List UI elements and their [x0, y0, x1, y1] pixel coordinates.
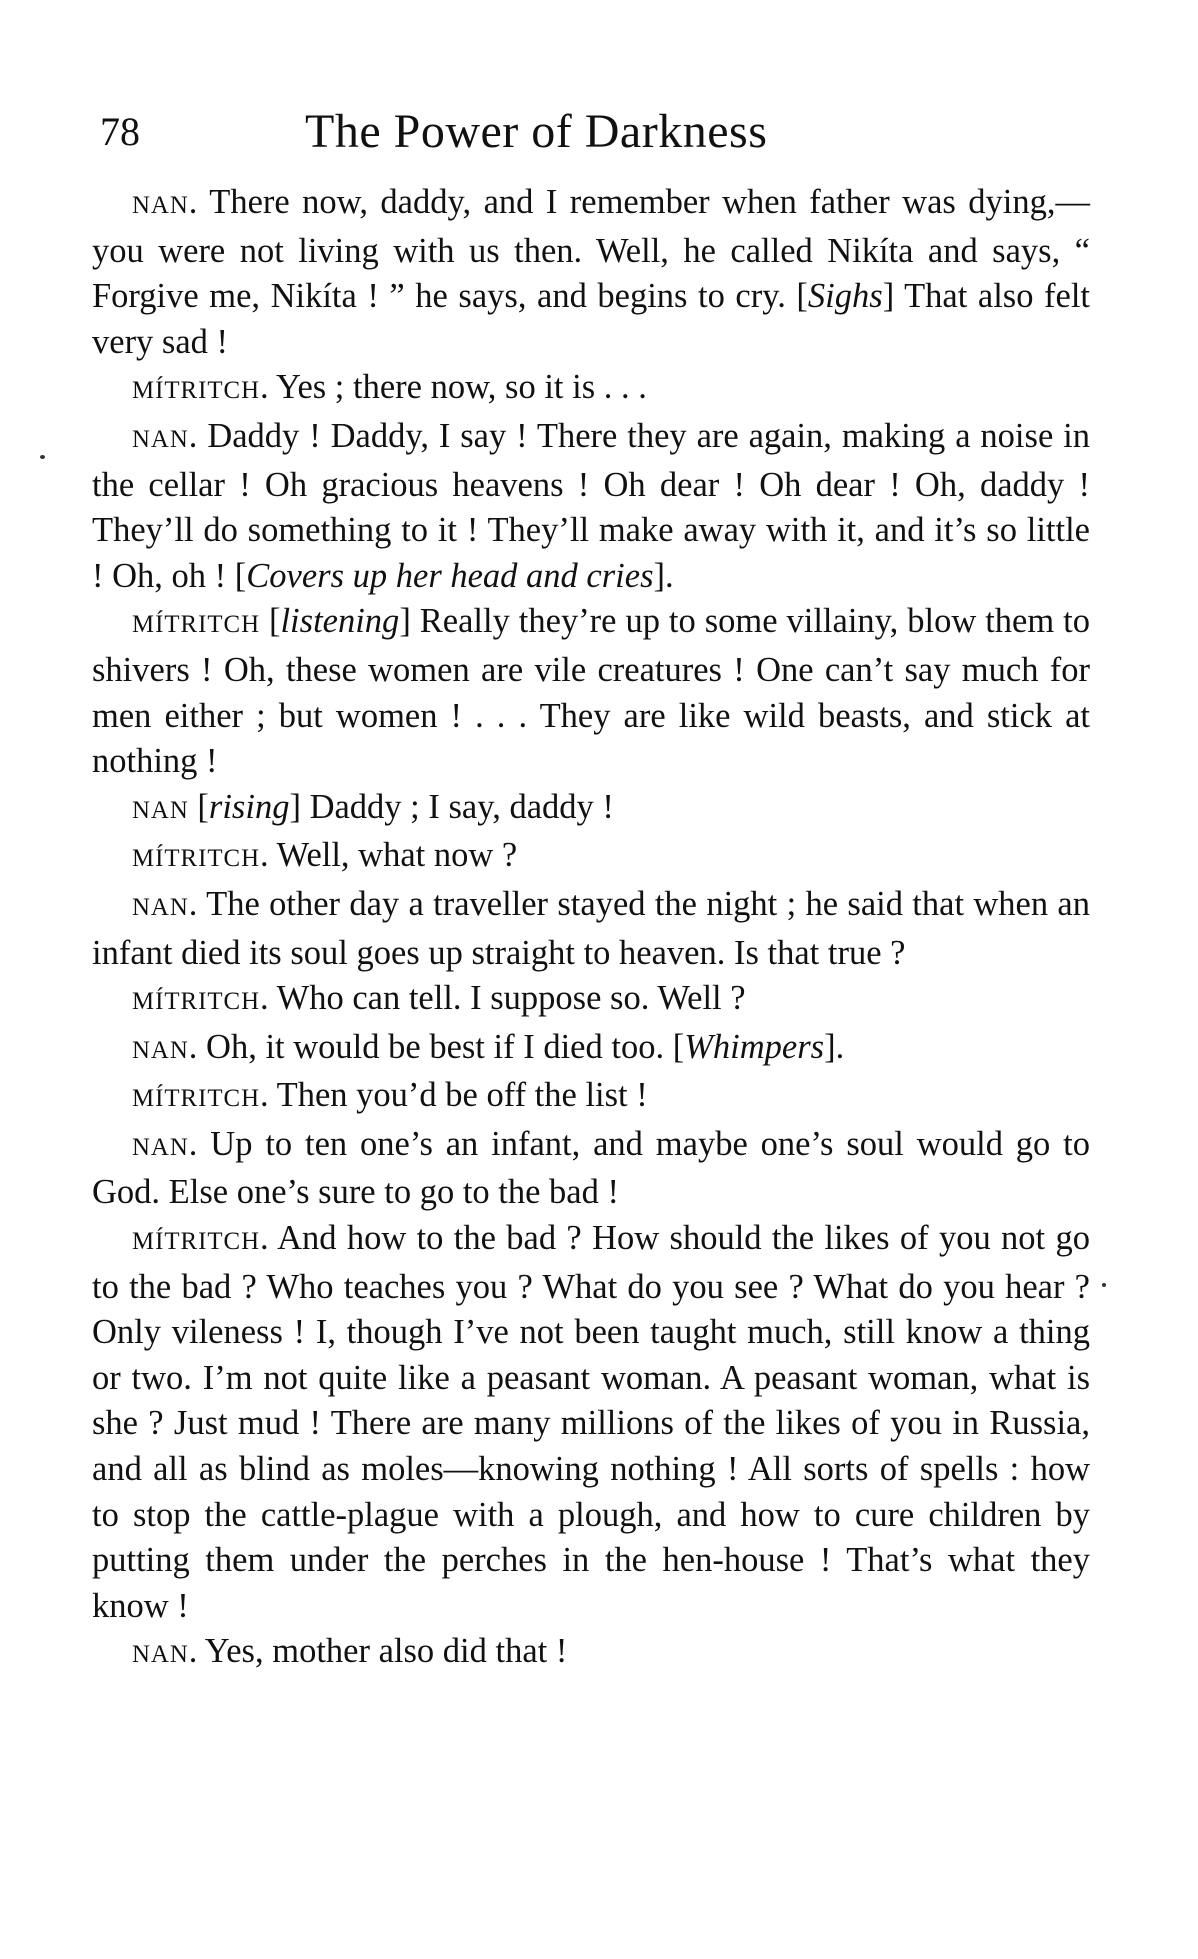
stage-direction: Whimpers — [684, 1027, 825, 1066]
dialogue-line: MÍTRITCH. Yes ; there now, so it is . . . — [132, 368, 647, 407]
speaker-name: NAN — [132, 192, 189, 219]
speaker-name: MÍTRITCH — [132, 845, 260, 873]
ink-speck — [1102, 1283, 1106, 1287]
dialogue-line: NAN. Up to ten one’s an infant, and maybe one’s soul would go to God. Else one’s sure to go to the bad ! — [92, 1124, 1091, 1212]
dialogue-line: NAN. Oh, it would be best if I died too. [Whimpers]. — [132, 1027, 845, 1066]
dialogue-line: NAN. Daddy ! Daddy, I say ! There they are again, making a noise in the cellar ! Oh gracious heavens ! Oh dear ! Oh dear ! Oh, daddy ! They’ll do something to it ! They’ll make away with it, and it’s so little ! Oh, oh ! [Covers up her head and cries]. — [92, 416, 1090, 595]
running-title: The Power of Darkness — [305, 105, 768, 158]
stage-direction: listening — [280, 602, 400, 641]
dialogue-line: MÍTRITCH. And how to the bad ? How should the likes of you not go to the bad ? Who teaches you ? What do you see ? What do you hear ? Only vileness ! I, though I’ve not been taught much, still know a thing or two. I’m not quite like a peasant woman. A peasant woman, what is she ? Just mud ! There are many millions of the likes of you in Russia, and all as blind as moles—knowing nothing ! All sorts of spells : how to stop the cattle-plague with a plough, and how to cure children by putting them under the perches in the hen-house ! That’s what they know ! — [92, 1219, 1090, 1625]
ink-speck — [40, 455, 45, 459]
stage-direction: rising — [208, 787, 290, 826]
dialogue-line: MÍTRITCH. Who can tell. I suppose so. Well ? — [132, 979, 746, 1018]
speaker-name: NAN — [132, 425, 189, 453]
speaker-name: MÍTRITCH — [132, 377, 260, 405]
page-number: 78 — [100, 109, 140, 154]
speaker-name: MÍTRITCH — [132, 1228, 260, 1256]
dialogue-line: MÍTRITCH. Well, what now ? — [132, 836, 518, 875]
dialogue-line: NAN. The other day a traveller stayed the night ; he said that when an infant died its soul goes up straight to heaven. Is that true ? — [92, 884, 1090, 972]
speaker-name: NAN — [132, 1133, 189, 1161]
dialogue-line: NAN [rising] Daddy ; I say, daddy ! — [132, 787, 614, 826]
stage-direction: Sighs — [807, 277, 883, 316]
dialogue-line: MÍTRITCH [listening] Really they’re up to some villainy, blow them to shivers ! Oh, these women are vile creatures ! One can’t say much for men either ; but women ! . . . They are like wild beasts, and stick at nothing ! — [92, 602, 1091, 781]
speaker-name: NAN — [132, 796, 189, 824]
dialogue-body — [92, 180, 1090, 1678]
speaker-name: MÍTRITCH — [132, 611, 260, 639]
speaker-name: NAN — [132, 893, 189, 921]
dialogue-line: NAN. Yes, mother also did that ! — [132, 1632, 568, 1671]
speaker-name: NAN — [132, 1641, 189, 1669]
dialogue-line: MÍTRITCH. Then you’d be off the list ! — [132, 1076, 648, 1115]
running-head — [100, 100, 1090, 170]
speaker-name: NAN — [132, 1036, 189, 1064]
stage-direction: Covers up her head and cries — [246, 556, 654, 595]
dialogue-line: NAN. There now, daddy, and I remember when father was dying,—you were not living with us then. Well, he called Nikíta and says, “ Forgive me, Nikíta ! ” he says, and begins to cry. [Sighs] That also felt very sad ! — [92, 183, 1090, 361]
speaker-name: MÍTRITCH — [132, 1085, 260, 1113]
speaker-name: MÍTRITCH — [132, 988, 260, 1016]
